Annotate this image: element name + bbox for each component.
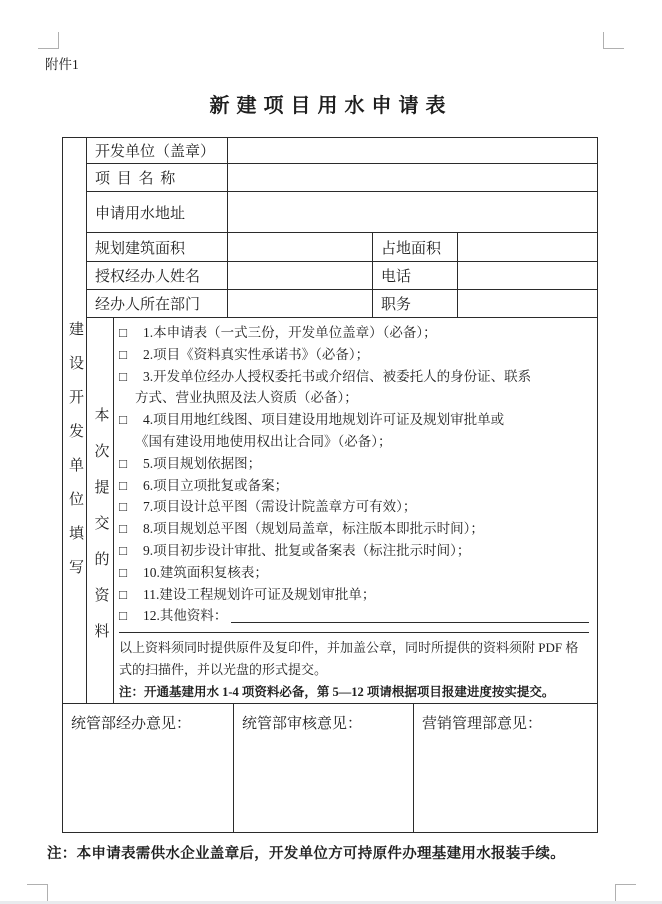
- footer-note: 注：本申请表需供水企业盖章后，开发单位方可持原件办理基建用水报装手续。: [47, 846, 565, 862]
- materials-checklist: [114, 318, 597, 704]
- checklist-item: [119, 322, 591, 344]
- checklist-item-continuation: 方式、营业执照及法人资质（必备）；: [135, 390, 358, 406]
- department-field[interactable]: [228, 290, 373, 318]
- checklist-item-text: 2.项目《资料真实性承诺书》（必备）；: [143, 346, 370, 362]
- checklist-item-text: 9.项目初步设计审批、批复或备案表（标注批示时间）；: [143, 542, 471, 558]
- checkbox-icon[interactable]: □: [119, 542, 128, 558]
- planned-building-area-field[interactable]: [228, 233, 373, 262]
- application-form-table: [62, 137, 598, 833]
- checkbox-icon[interactable]: □: [119, 477, 128, 493]
- developer-unit-field[interactable]: [228, 138, 597, 164]
- planned-building-area-label: 规划建筑面积: [87, 233, 228, 262]
- checklist-item: [119, 584, 591, 606]
- checklist-item-text: 6.项目立项批复或备案；: [143, 477, 289, 493]
- checklist-item: [119, 344, 591, 366]
- checklist-item: [119, 518, 591, 540]
- checkbox-icon[interactable]: □: [119, 325, 128, 340]
- checklist-item: [119, 366, 591, 388]
- checklist-item: [119, 453, 591, 475]
- checklist-item-text: 4.项目用地红线图、项目建设用地规划许可证及规划审批单或: [143, 412, 505, 428]
- checklist-item-text: 5.项目规划依据图；: [143, 455, 262, 471]
- checkbox-icon[interactable]: □: [119, 499, 128, 515]
- water-address-label: 申请用水地址: [87, 192, 228, 233]
- department-label: 经办人所在部门: [87, 290, 228, 318]
- checklist-item-text: 8.项目规划总平图（规划局盖章，标注版本即批示时间）；: [143, 521, 484, 537]
- project-name-field[interactable]: [228, 164, 597, 192]
- opinion-cell-review[interactable]: [234, 704, 414, 832]
- checklist-item: [119, 409, 591, 431]
- crop-mark-top-right-icon: [603, 32, 624, 49]
- checkbox-icon[interactable]: □: [119, 455, 128, 471]
- project-name-label: 项 目 名 称: [87, 164, 228, 192]
- checklist-item-text: 1.本申请表（一式三份，开发单位盖章）（必备）；: [143, 325, 437, 340]
- section-developer-fill: [63, 138, 87, 704]
- checklist-item-text: 12.其他资料：: [143, 608, 228, 624]
- agent-name-label: 授权经办人姓名: [87, 262, 228, 290]
- checklist-item-continuation: 《国有建设用地使用权出让合同》（必备）；: [135, 433, 392, 449]
- checkbox-icon[interactable]: □: [119, 412, 128, 428]
- land-area-field[interactable]: [458, 233, 597, 262]
- section-submitted-materials: [87, 318, 114, 704]
- position-field[interactable]: [458, 290, 597, 318]
- divider-line: [119, 632, 589, 633]
- opinion-operator-label: 统管部经办意见：: [71, 716, 192, 732]
- phone-label: 电话: [373, 262, 458, 290]
- required-note: 注：开通基建用水 1-4 项资料必备，第 5—12 项请根据项目报建进度按实提交。: [119, 685, 555, 700]
- opinion-cell-operator[interactable]: [63, 704, 234, 832]
- crop-mark-top-left-icon: [38, 32, 59, 49]
- checkbox-icon[interactable]: □: [119, 368, 128, 384]
- opinion-marketing-label: 营销管理部意见：: [422, 716, 543, 732]
- checklist-item: [119, 540, 591, 562]
- checklist-item-text: 11.建设工程规划许可证及规划审批单；: [143, 586, 376, 602]
- water-address-field[interactable]: [228, 192, 597, 233]
- attachment-label: 附件1: [45, 57, 79, 72]
- section-submitted-materials-label: 本次提交的资料: [92, 406, 109, 659]
- copies-note: 以上资料须同时提供原件及复印件，并加盖公章，同时所提供的资料须附 PDF 格式的扫描件，并以光盘的形式提交。: [119, 640, 579, 677]
- developer-unit-label: 开发单位（盖章）: [87, 138, 228, 164]
- page-title: 新建项目用水申请表: [209, 95, 453, 117]
- position-label: 职务: [373, 290, 458, 318]
- checklist-item: [119, 562, 591, 584]
- land-area-label: 占地面积: [373, 233, 458, 262]
- checklist-item: [119, 475, 591, 497]
- checklist-item: [119, 605, 591, 627]
- checklist-item: [119, 496, 591, 518]
- checkbox-icon[interactable]: □: [119, 586, 128, 602]
- opinion-cell-marketing[interactable]: [414, 704, 597, 832]
- checklist-item-text: 7.项目设计总平图（需设计院盖章方可有效）；: [143, 499, 417, 515]
- agent-name-field[interactable]: [228, 262, 373, 290]
- checkbox-icon[interactable]: □: [119, 564, 128, 580]
- section-developer-fill-label: 建设开发单位填写: [67, 320, 83, 593]
- opinion-review-label: 统管部审核意见：: [242, 716, 363, 732]
- checklist-item-text: 10.建筑面积复核表；: [143, 564, 268, 580]
- phone-field[interactable]: [458, 262, 597, 290]
- checklist-item-text: 3.开发单位经办人授权委托书或介绍信、被委托人的身份证、联系: [143, 368, 532, 384]
- checkbox-icon[interactable]: □: [119, 346, 128, 362]
- other-materials-fill-line[interactable]: [231, 605, 589, 623]
- checkbox-icon[interactable]: □: [119, 521, 128, 537]
- checkbox-icon[interactable]: □: [119, 608, 128, 624]
